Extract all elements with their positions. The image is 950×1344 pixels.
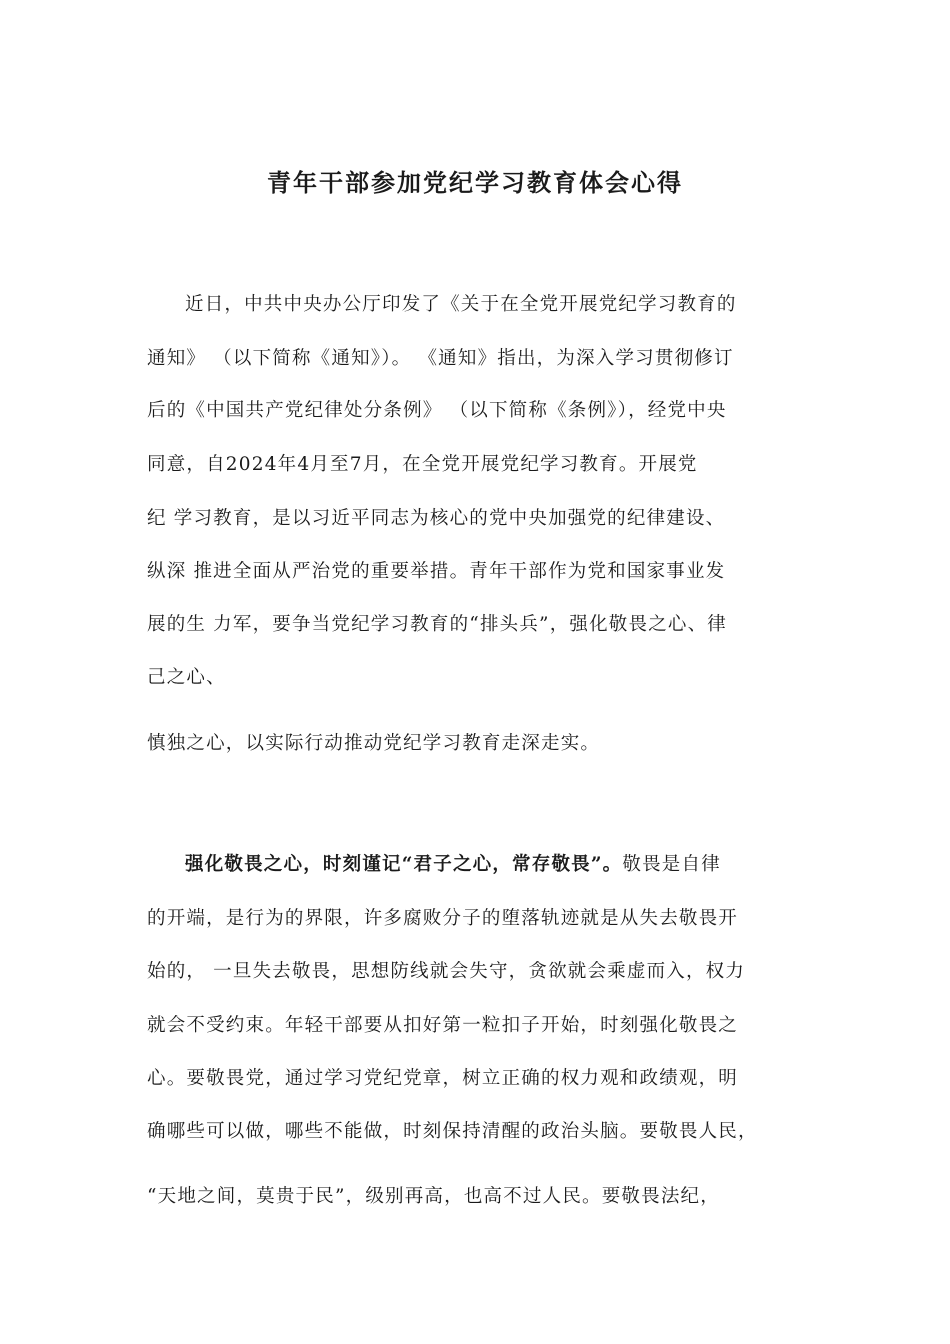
paragraph-1-line-5: 纪 学习教育，是以习近平同志为核心的党中央加强党的纪律建设、 (147, 508, 726, 529)
paragraph-2-line-1 (185, 852, 807, 878)
paragraph-2-first-line-rest: 敬畏是自律 (622, 854, 721, 875)
paragraph-1-line-6: 纵深 推进全面从严治党的重要举措。青年干部作为党和国家事业发 (147, 561, 726, 582)
paragraph-2-heading: 强化敬畏之心，时刻谨记“君子之心，常存敬畏”。 (185, 854, 623, 875)
paragraph-1-line-2: 通知》 （以下简称《通知》）。 《通知》指出，为深入学习贯彻修订 (147, 348, 734, 369)
paragraph-1-line-3: 后的《中国共产党纪律处分条例》 （以下简称《条例》），经党中央 (147, 400, 727, 421)
paragraph-1-line-8: 己之心、 (147, 667, 226, 688)
paragraph-1-line-1: 近日，中共中央办公厅印发了《关于在全党开展党纪学习教育的 (185, 294, 737, 315)
paragraph-2-line-7: “天地之间，莫贵于民”，级别再高，也高不过人民。要敬畏法纪， (147, 1186, 720, 1207)
paragraph-1-line-7: 展的生 力军，要争当党纪学习教育的“排头兵”，强化敬畏之心、律 (147, 614, 727, 635)
paragraph-2-line-2: 的开端，是行为的界限，许多腐败分子的堕落轨迹就是从失去敬畏开 (147, 908, 739, 929)
paragraph-1-line-9: 慎独之心，以实际行动推动党纪学习教育走深走实。 (147, 733, 601, 754)
paragraph-2-line-5: 心。要敬畏党，通过学习党纪党章，树立正确的权力观和政绩观，明 (147, 1068, 739, 1089)
paragraph-2-line-6: 确哪些可以做，哪些不能做，时刻保持清醒的政治头脑。要敬畏人民， (147, 1121, 758, 1142)
paragraph-2-line-4: 就会不受约束。年轻干部要从扣好第一粒扣子开始，时刻强化敬畏之 (147, 1015, 739, 1036)
paragraph-1-line-4: 同意，自2024年4月至7月，在全党开展党纪学习教育。开展党 (147, 454, 698, 475)
paragraph-2-line-3: 始的， 一旦失去敬畏，思想防线就会失守，贪欲就会乘虚而入，权力 (147, 961, 746, 982)
document-title: 青年干部参加党纪学习教育体会心得 (267, 168, 683, 197)
